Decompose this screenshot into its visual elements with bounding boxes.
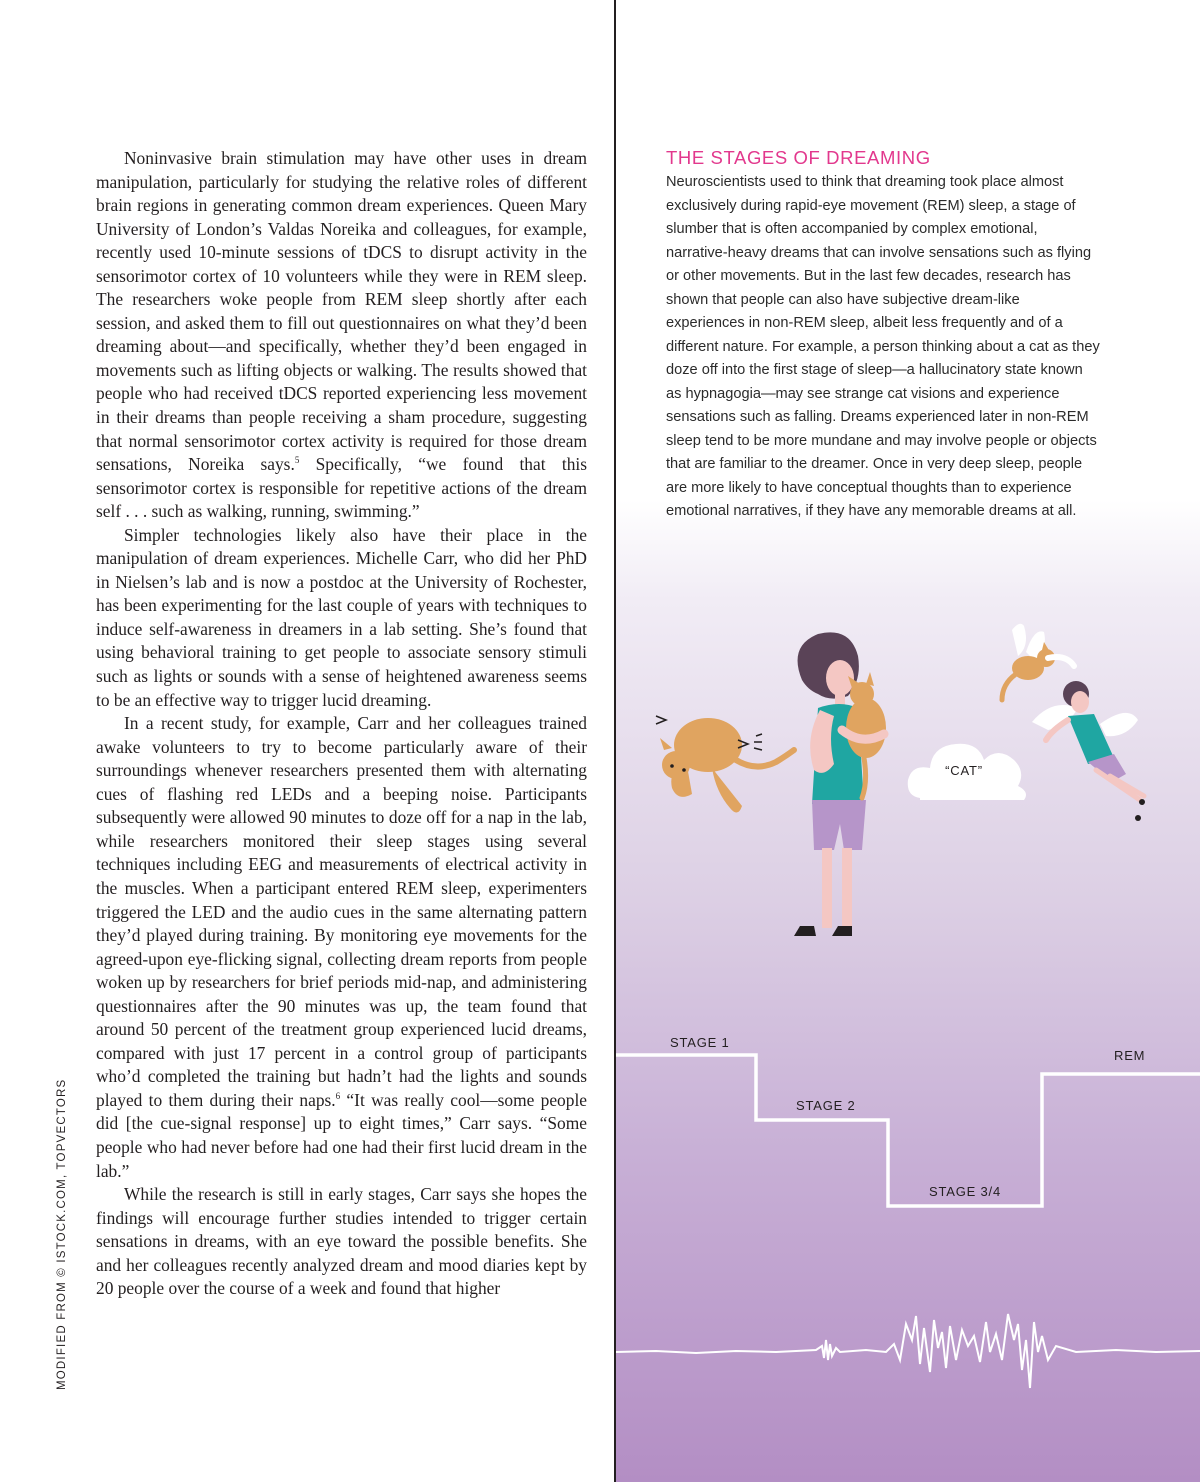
sidebar-title: THE STAGES OF DREAMING (666, 147, 931, 168)
article-body (96, 147, 587, 1301)
woman-with-cat-icon (794, 632, 886, 936)
sleep-stages-illustration (616, 600, 1200, 1482)
article-paragraph: Simpler technologies likely also have their place in the manipulation of dream experiences. Michelle Carr, who did her PhD in Nielsen’s lab and is now a postdoc at the University of Rochester, has been experimenting for the last couple of years with techniques to induce self-awareness in dreamers in a lab setting. She’s found that using behavioral training to get people to associate sensory stimuli such as lights or sounds with a sense of heightened awareness seems to be an effective way to trigger lucid dreaming. (96, 524, 587, 710)
footnote-ref: 5 (294, 455, 300, 466)
sleep-stage-line (616, 1055, 1200, 1206)
stage-3-4-label: STAGE 3/4 (929, 1184, 1001, 1199)
footnote-ref: 6 (335, 1091, 341, 1102)
rem-label: REM (1114, 1048, 1146, 1063)
photo-credit: MODIFIED FROM © ISTOCK.COM, TOPVECTORS (56, 1078, 68, 1390)
eeg-waveform (616, 1314, 1200, 1388)
falling-cat-icon (656, 716, 794, 813)
article-paragraph: While the research is still in early stages, Carr says she hopes the findings will encourage further studies intended to trigger certain sensations in dreams, with an eye toward the possible benefits. She and her colleagues recently analyzed dream and mood diaries kept by 20 people over the course of a week and found that higher (96, 1184, 587, 1299)
article-paragraph: In a recent study, for example, Carr and her colleagues trained awake volunteers to try to become particularly aware of their surroundings whenever researchers presented them with alternating cues of flashing red LEDs and a beeping noise. Participants subsequently were allowed 90 minutes to doze off for a nap in the lab, while researchers monitored their sleep stages using several techniques including EEG and measurements of electrical activity in the muscles. When a participant entered REM sleep, experimenters triggered the LED and the audio cues in the same alternating pattern they’d played during training. By monitoring eye movements for the agreed-upon eye-flicking signal, collecting dream reports from people woken up by researchers for brief periods mid-nap, and administering questionnaires after the 90 minutes was up, the team found that around 50 percent of the treatment group experienced lucid dreams, compared with just 17 percent in a control group of participants who’d completed the training but hadn’t had the lights and sounds played to them during their naps.$^6$ “It was really cool—some people did [the cue-signal response] up to eight times,” Carr says. “Some people who had never before had one had their first lucid dream in the lab.” (96, 713, 587, 1181)
cloud-icon (908, 744, 1026, 800)
winged-cat-icon (1002, 624, 1074, 700)
sidebar-text: Neuroscientists used to think that dreaming took place almost exclusively during rapid-eye movement (REM) sleep, a stage of slumber that is often accompanied by complex emotional, narrative-heavy dreams that can involve sensations such as flying or other movements. But in the last few decades, research has shown that people can also have subjective dream-like experiences in non-REM sleep, albeit less frequently and of a different nature. For example, a person thinking about a cat as they doze off into the first stage of sleep—a hallucinatory state known as hypnagogia—may see strange cat visions and experience sensations such as falling. Dreams experienced later in non-REM sleep tend to be more mundane and may involve people or objects that are familiar to the dreamer. Once in very deep sleep, people are more likely to have conceptual thoughts than to experience emotional narratives, if they have any memorable dreams at all. (666, 174, 1100, 519)
cloud-label: “CAT” (945, 763, 983, 778)
flying-girl-icon (1032, 681, 1145, 821)
stage-1-label: STAGE 1 (670, 1035, 730, 1050)
article-paragraph: Noninvasive brain stimulation may have other uses in dream manipulation, particularly for studying the relative roles of different brain regions in generating common dream experiences. Queen Mary University of London’s Valdas Noreika and colleagues, for example, recently used 10-minute sessions of tDCS to disrupt activity in the sensorimotor cortex of 10 volunteers while they were in REM sleep. The researchers woke people from REM sleep shortly after each session, and asked them to fill out questionnaires on what they’d been dreaming about—and specifically, whether they’d been engaged in movements such as lifting objects or walking. The results showed that people who had received tDCS reported experiencing less movement in their dreams than people receiving a sham procedure, suggesting that normal sensorimotor cortex activity is required for those dream sensations, Noreika says.$^5$ Specifically, “we found that this sensorimotor cortex is responsible for repetitive actions of the dream self . . . such as walking, running, swimming.” (96, 148, 587, 522)
stage-2-label: STAGE 2 (796, 1098, 856, 1113)
